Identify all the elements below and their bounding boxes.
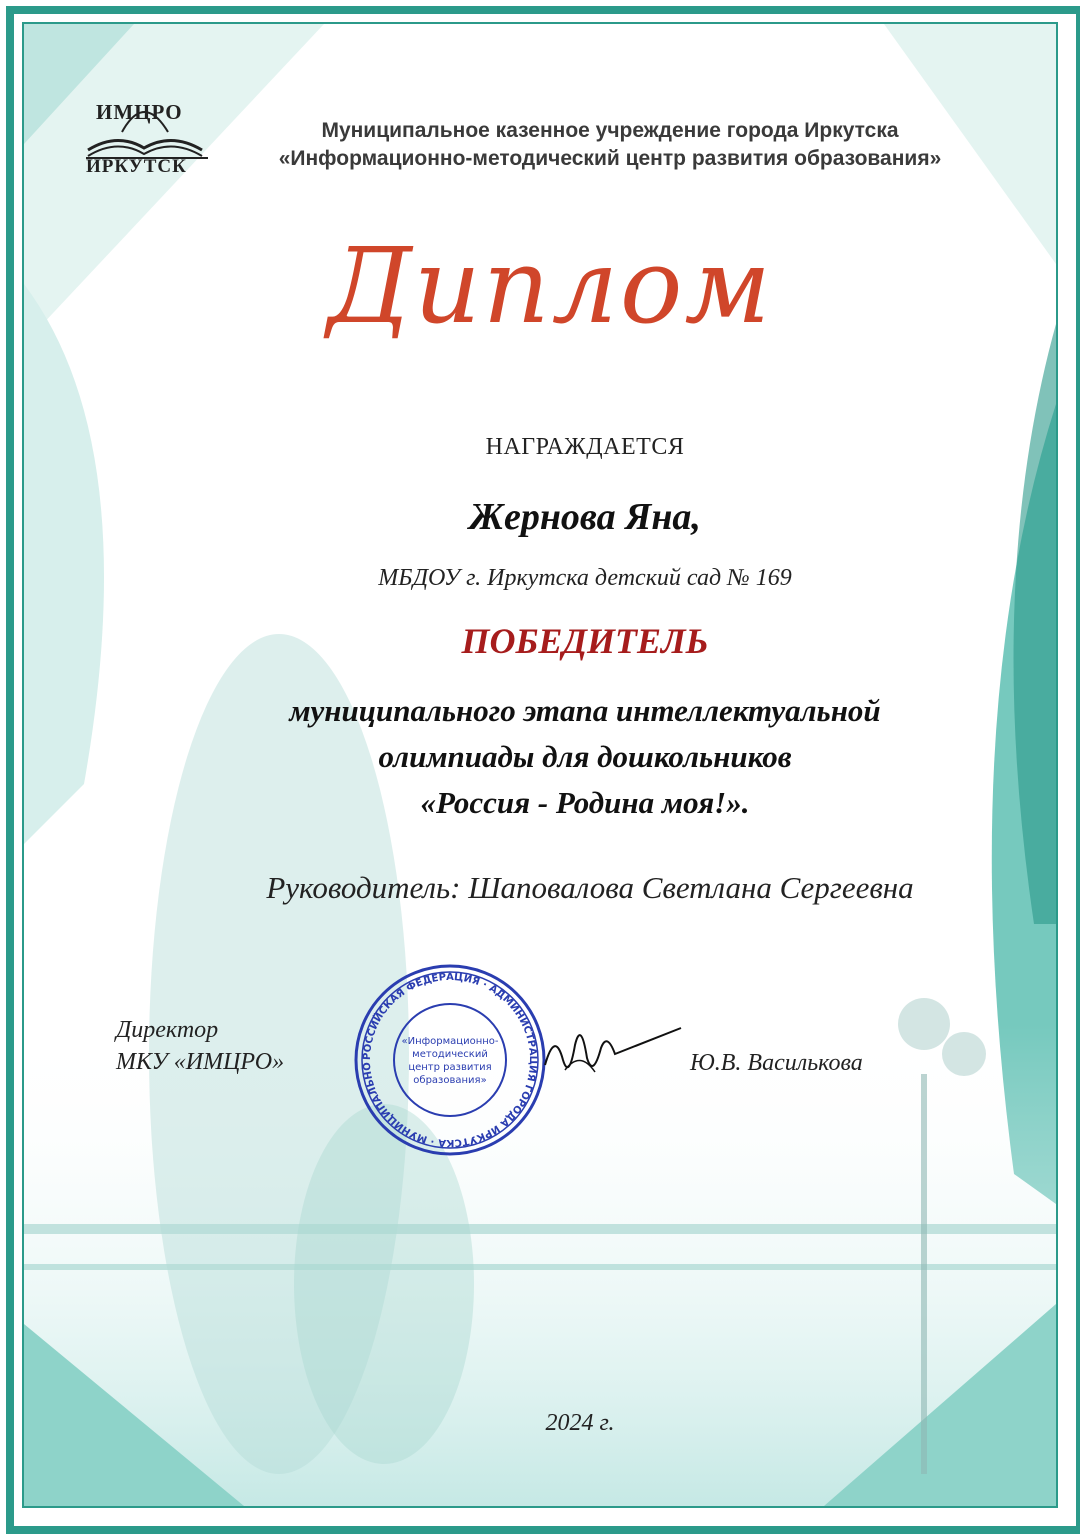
organization-line-2: «Информационно-методический центр развития образования» (278, 147, 942, 170)
signatory-name: Ю.В. Василькова (690, 1050, 863, 1076)
imcro-logo (82, 92, 212, 187)
position-line-2: МКУ «ИМЦРО» (116, 1049, 285, 1075)
leader-line: Руководитель: Шаповалова Светлана Сергеевна (266, 870, 914, 905)
stamp-center-line-1: «Информационно- (401, 1036, 499, 1047)
logo-city: ИРКУТСК (86, 156, 187, 177)
awarded-label: НАГРАЖДАЕТСЯ (485, 434, 685, 460)
signature (535, 1010, 685, 1090)
description-line: олимпиады для дошкольников (378, 739, 792, 774)
signatory-position (116, 1014, 284, 1078)
stamp-center-line-2: методический (412, 1049, 488, 1060)
organization-line-1: Муниципальное казенное учреждение города Иркутска (321, 119, 899, 142)
logo-title: ИМЦРО (96, 100, 183, 124)
stamp-seal (350, 960, 550, 1160)
diploma-title (290, 225, 810, 375)
signature-scribble (535, 1010, 685, 1090)
description-line: «Россия - Родина моя!». (420, 785, 750, 820)
year: 2024 г. (545, 1410, 615, 1436)
official-stamp (350, 960, 550, 1160)
stamp-center-line-3: центр развития (408, 1062, 492, 1073)
recipient-name: Жернова Яна, (469, 496, 701, 538)
award-title: ПОБЕДИТЕЛЬ (461, 621, 709, 661)
description-line: муниципального этапа интеллектуальной (289, 693, 881, 728)
stamp-center-line-4: образования» (413, 1075, 487, 1086)
organization-header (260, 117, 960, 173)
position-line-1: Директор (116, 1017, 219, 1043)
recipient-organization: МБДОУ г. Иркутска детский сад № 169 (378, 565, 792, 591)
stamp-outer-text: РОССИЙСКАЯ ФЕДЕРАЦИЯ · АДМИНИСТРАЦИЯ ГОРОДА ИРКУТСКА · МУНИЦИПАЛЬНО (361, 971, 539, 1149)
diploma-title-text: Диплом (327, 225, 773, 347)
competition-description (150, 688, 1020, 826)
